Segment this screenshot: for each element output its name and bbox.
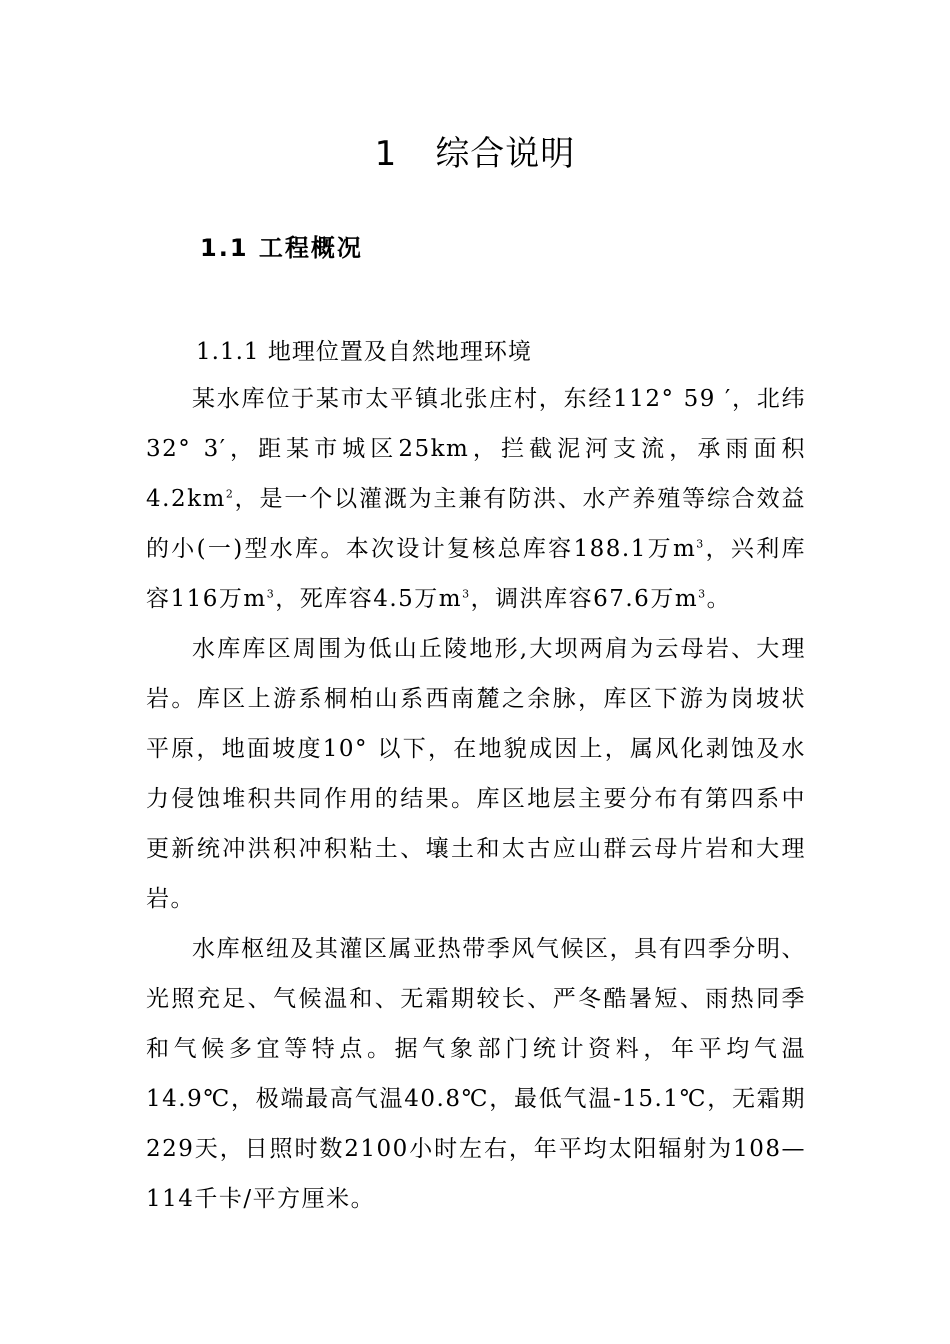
- paragraph-location-part: ，兴利库容116万m: [146, 536, 806, 612]
- paragraph-terrain: 水库库区周围为低山丘陵地形,大坝两肩为云母岩、大理岩。库区上游系桐柏山系西南麓之余脉，库区下游为岗坡状平原，地面坡度10° 以下，在地貌成因上，属风化剥蚀及水力侵蚀堆积共同作用的结果。库区地层主要分布有第四系中更新统冲洪积冲积粘土、壤土和太古应山群云母片岩和大理岩。: [146, 636, 806, 912]
- paragraph-location-part: ，死库容4.5万m: [275, 586, 463, 612]
- section-title: 1.1 工程概况: [200, 234, 363, 262]
- superscript: 3: [696, 537, 705, 551]
- paragraph-location-part: 。: [706, 586, 732, 612]
- paragraph-location-part: ，是一个以灌溉为主兼有防洪、水产养殖等综合效益的小(一)型水库。本次设计复核总库容188.1万m: [146, 486, 806, 562]
- paragraph-location: [146, 374, 806, 624]
- chapter-title-text: 综合说明: [435, 134, 576, 174]
- subsection-title: 1.1.1 地理位置及自然地理环境: [196, 339, 532, 365]
- body-text: [146, 374, 806, 1224]
- chapter-title: [0, 126, 950, 175]
- paragraph-location-part: 某水库位于某市太平镇北张庄村，东经112° 59 ′，北纬32° 3′，距某市城区25km，拦截泥河支流，承雨面积4.2km: [146, 386, 806, 512]
- superscript: 2: [225, 487, 235, 501]
- superscript: 3: [266, 587, 276, 601]
- paragraph-location-part: ，调洪库容67.6万m: [470, 586, 699, 612]
- superscript: 3: [462, 587, 471, 601]
- chapter-number: 1: [374, 134, 398, 174]
- paragraph-climate: 水库枢纽及其灌区属亚热带季风气候区，具有四季分明、光照充足、气候温和、无霜期较长、严冬酷暑短、雨热同季和气候多宜等特点。据气象部门统计资料，年平均气温14.9℃，极端最高气温40.8℃，最低气温-15.1℃，无霜期229天，日照时数2100小时左右，年平均太阳辐射为108—114千卡/平方厘米。: [146, 936, 806, 1212]
- superscript: 3: [698, 587, 707, 601]
